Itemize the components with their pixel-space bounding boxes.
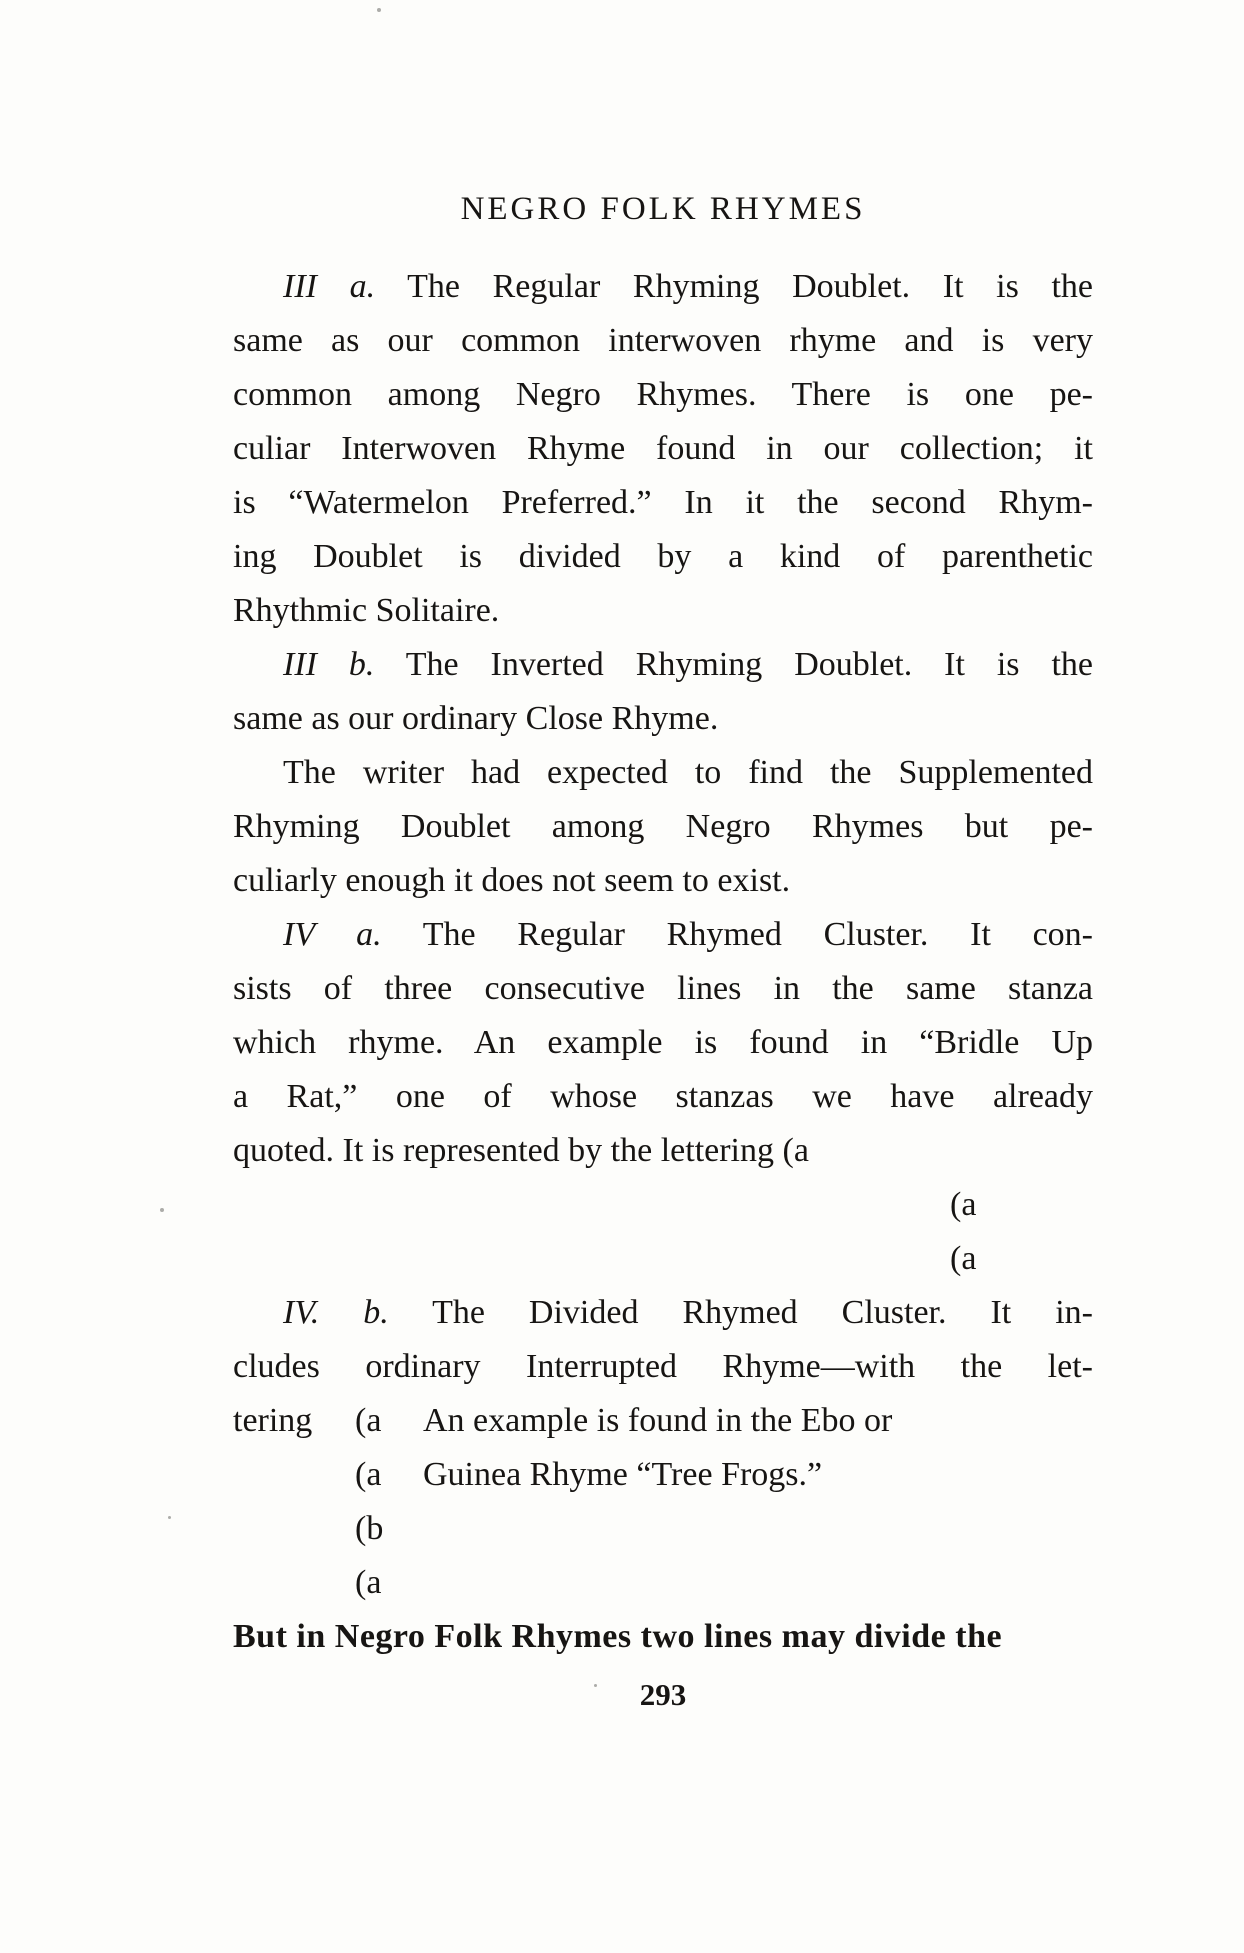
text-line: IV a. The Regular Rhymed Cluster. It con- xyxy=(283,916,1093,953)
section-label: IV a. xyxy=(283,916,382,953)
text-line: (a xyxy=(950,1186,977,1223)
text-line: IV. b. The Divided Rhymed Cluster. It in- xyxy=(283,1294,1093,1331)
text-line xyxy=(233,1394,1093,1448)
running-head: NEGRO FOLK RHYMES xyxy=(460,191,866,227)
text-line xyxy=(233,1556,1093,1610)
text-line: But in Negro Folk Rhymes two lines may divide the xyxy=(233,1618,1003,1655)
lettering-mark: (a xyxy=(355,1456,382,1493)
section-label: III a. xyxy=(283,268,376,305)
scan-speck xyxy=(377,8,381,12)
text-block xyxy=(233,260,1093,1664)
text-line: quoted. It is represented by the lettering (a xyxy=(233,1132,809,1169)
text-line: culiar Interwoven Rhyme found in our collection; it xyxy=(233,430,1093,467)
scan-speck xyxy=(594,1684,597,1687)
section-label: III b. xyxy=(283,646,375,683)
text-line xyxy=(233,1502,1093,1556)
scan-speck xyxy=(168,1516,171,1519)
text-line: (a xyxy=(950,1240,977,1277)
scan-speck xyxy=(160,1208,164,1212)
page-number: 293 xyxy=(639,1677,687,1712)
lettering-mark: (a xyxy=(355,1402,382,1439)
text-line xyxy=(233,1448,1093,1502)
lettering-mark: (b xyxy=(355,1510,384,1547)
text-line: a Rat,” one of whose stanzas we have already xyxy=(233,1078,1093,1115)
text-line: common among Negro Rhymes. There is one pe- xyxy=(233,376,1093,413)
text-line: III b. The Inverted Rhyming Doublet. It is the xyxy=(283,646,1093,683)
text-line: cludes ordinary Interrupted Rhyme—with the let- xyxy=(233,1348,1093,1385)
text-line: The writer had expected to find the Supplemented xyxy=(283,754,1093,791)
text-line: sists of three consecutive lines in the same stanza xyxy=(233,970,1093,1007)
text-segment: tering xyxy=(233,1402,313,1439)
section-label: IV. b. xyxy=(283,1294,389,1331)
text-line: same as our common interwoven rhyme and is very xyxy=(233,322,1093,359)
text-line: same as our ordinary Close Rhyme. xyxy=(233,700,719,737)
lettering-mark: (a xyxy=(355,1564,382,1601)
text-line: is “Watermelon Preferred.” In it the second Rhym- xyxy=(233,484,1093,521)
text-line: culiarly enough it does not seem to exist. xyxy=(233,862,791,899)
text-line: Rhyming Doublet among Negro Rhymes but pe- xyxy=(233,808,1093,845)
text-segment: Guinea Rhyme “Tree Frogs.” xyxy=(423,1456,823,1493)
text-line: which rhyme. An example is found in “Bridle Up xyxy=(233,1024,1093,1061)
text-line: Rhythmic Solitaire. xyxy=(233,592,500,629)
text-segment: An example is found in the Ebo or xyxy=(423,1402,893,1439)
text-line: ing Doublet is divided by a kind of parenthetic xyxy=(233,538,1093,575)
text-line: III a. The Regular Rhyming Doublet. It is the xyxy=(283,268,1094,305)
